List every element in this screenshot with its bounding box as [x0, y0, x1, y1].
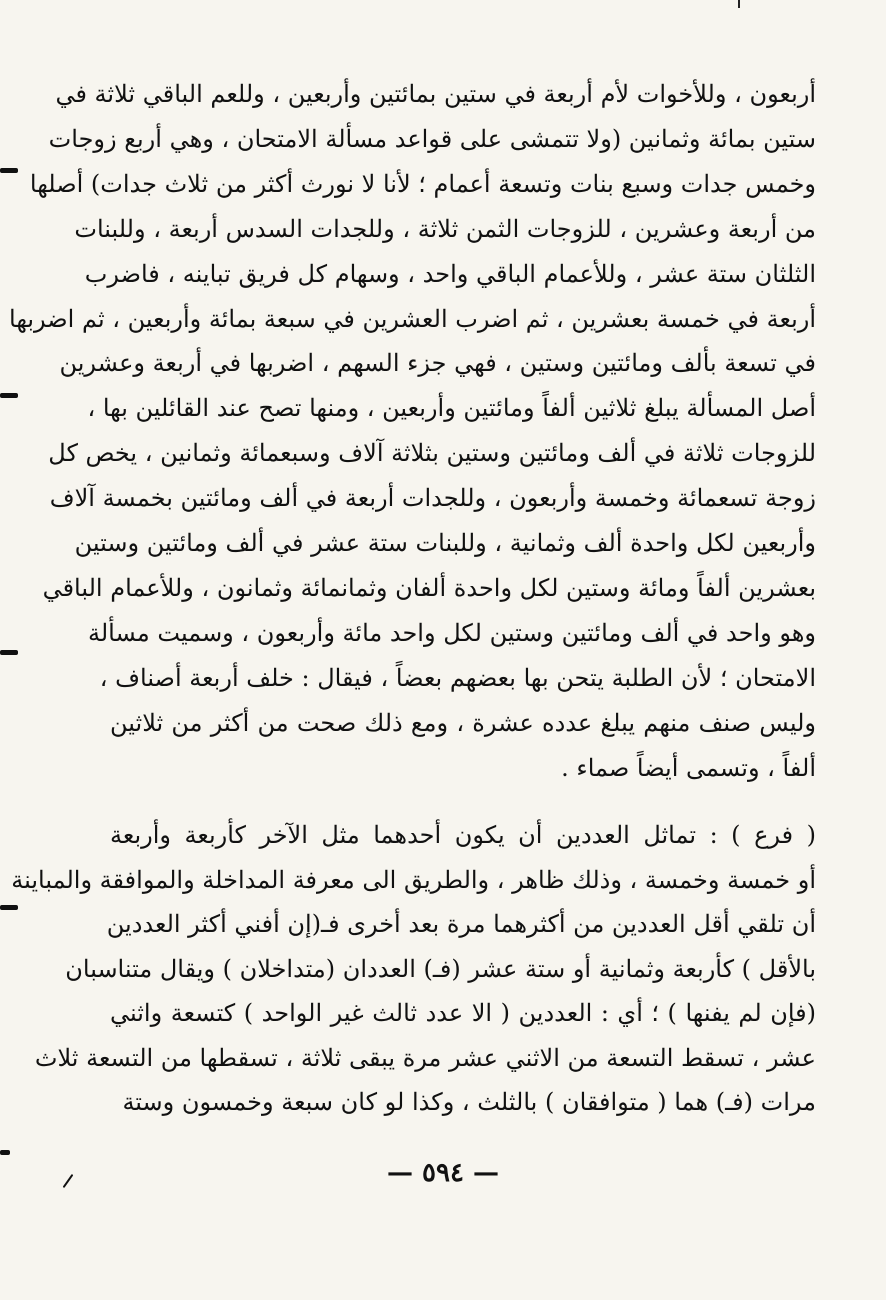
text-line: بعشرين ألفاً ومائة وستين لكل واحدة ألفان وثمانمائة وثمانون ، وللأعمام الباقي: [42, 573, 816, 602]
text-line: وليس صنف منهم يبلغ عدده عشرة ، ومع ذلك صحت من أكثر من ثلاثين: [110, 708, 817, 737]
text-line: في تسعة بألف ومائتين وستين ، فهي جزء السهم ، اضربها في أربعة وعشرين: [59, 349, 816, 378]
text-line: أربعة في خمسة بعشرين ، ثم اضرب العشرين في سبعة بمائة وأربعين ، ثم اضربها: [9, 304, 816, 333]
text-line: مرات (فـ) هما ( متوافقان ) بالثلث ، وكذا لو كان سبعة وخمسون وستة: [122, 1088, 816, 1116]
text-line: للزوجات ثلاثة في ألف ومائتين وستين بثلاثة آلاف وسبعمائة وثمانين ، يخص كل: [48, 439, 816, 468]
margin-mark: [0, 650, 18, 655]
margin-mark: [0, 168, 18, 173]
scan-speck: [738, 0, 740, 8]
text-line: ألفاً ، وتسمى أيضاً صماء .: [561, 753, 816, 782]
margin-mark: [0, 1150, 10, 1155]
text-line: أو خمسة وخمسة ، وذلك ظاهر ، والطريق الى معرفة المداخلة والموافقة والمباينة: [11, 865, 816, 894]
text-line: عشر ، تسقط التسعة من الاثني عشر مرة يبقى ثلاثة ، تسقطها من التسعة ثلاث: [34, 1043, 816, 1072]
margin-mark: [0, 905, 18, 910]
text-line: بالأقل ) كأربعة وثمانية أو ستة عشر (فـ) العددان (متداخلان ) ويقال متناسبان: [65, 954, 816, 983]
text-line: الامتحان ؛ لأن الطلبة يتحن بها بعضهم بعضاً ، فيقال : خلف أربعة أصناف ،: [99, 663, 816, 692]
text-line: زوجة تسعمائة وخمسة وأربعون ، وللجدات أربعة في ألف ومائتين بخمسة آلاف: [49, 484, 816, 513]
text-line: وأربعين لكل واحدة ألف وثمانية ، وللبنات ستة عشر في ألف ومائتين وستين: [74, 529, 816, 557]
text-line: أصل المسألة يبلغ ثلاثين ألفاً ومائتين وأربعين ، ومنها تصح عند القائلين بها ،: [87, 394, 816, 423]
text-line: وهو واحد في ألف ومائتين وستين لكل واحد مائة وأربعون ، وسميت مسألة: [88, 618, 816, 647]
text-line: الثلثان ستة عشر ، وللأعمام الباقي واحد ، وسهام كل فريق تباينه ، فاضرب: [84, 259, 816, 288]
text-line: أربعون ، وللأخوات لأم أربعة في ستين بمائتين وأربعين ، وللعم الباقي ثلاثة في: [55, 80, 816, 108]
page-number: — ٥٩٤ —: [386, 1158, 500, 1188]
text-line: ( فرع ) : تماثل العددين أن يكون أحدهما مثل الآخر كأربعة وأربعة: [110, 821, 816, 849]
text-line: ستين بمائة وثمانين (ولا تتمشى على قواعد مسألة الامتحان ، وهي أربع زوجات: [48, 124, 816, 153]
text-line: (فإن لم يفنها ) ؛ أي : العددين ( الا عدد ثالث غير الواحد ) كتسعة واثني: [110, 999, 816, 1027]
text-line: من أربعة وعشرين ، للزوجات الثمن ثلاثة ، وللجدات السدس أربعة ، وللبنات: [74, 214, 816, 243]
text-line: وخمس جدات وسبع بنات وتسعة أعمام ؛ لأنا لا نورث أكثر من ثلاث جدات) أصلها: [29, 169, 816, 198]
text-line: أن تلقي أقل العددين من أكثرهما مرة بعد أخرى فـ(إن أفني أكثر العددين: [106, 910, 816, 938]
margin-mark: [0, 393, 18, 398]
